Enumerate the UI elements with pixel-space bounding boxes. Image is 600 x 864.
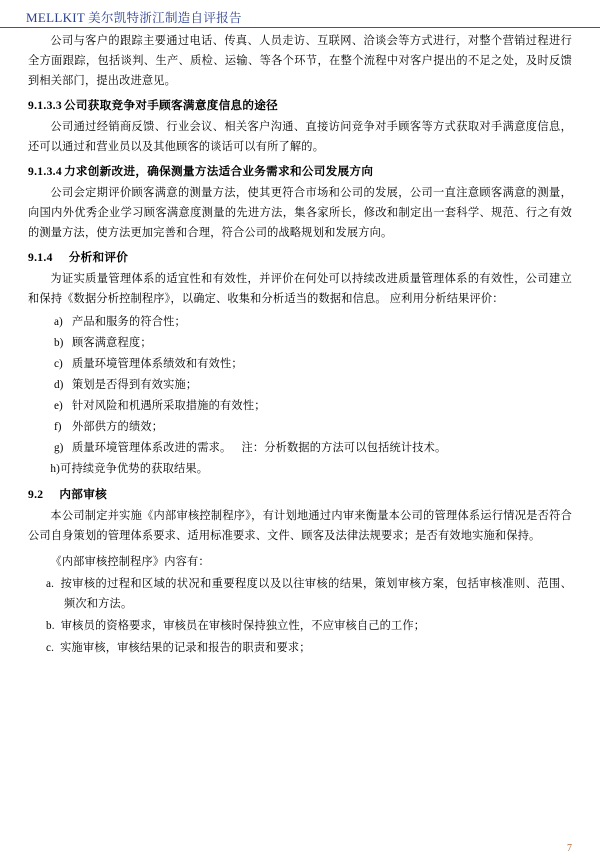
list-item-marker: f)	[54, 421, 62, 433]
paragraph-analysis-evaluation: 为证实质量管理体系的适宜性和有效性，并评价在何处可以持续改进质量管理体系的有效性，公司建立和保持《数据分析控制程序》，以确定、收集和分析适当的数据和信息。 应利用分析结果评价：	[28, 273, 572, 305]
paragraph-measurement-innovation: 公司会定期评价顾客满意的测量方法，使其更符合市场和公司的发展，公司一直注意顾客满意的测量，向国内外优秀企业学习顾客满意度测量的先进方法，集各家所长，修改和制定出一套科学、规范、行之有效的测量方法，使方法更加完善和合理，符合公司的战略规划和发展方向。	[28, 187, 572, 239]
list-item-label: 产品和服务的符合性；	[72, 316, 186, 328]
heading-9-1-4-text: 分析和评价	[68, 251, 129, 264]
heading-9-1-3-4-number: 9.1.3.4	[28, 165, 62, 178]
list-item-marker: c)	[54, 358, 63, 370]
heading-9-1-3-4	[28, 161, 572, 182]
heading-9-1-4-number: 9.1.4	[28, 251, 53, 264]
heading-9-2-text: 内部审核	[59, 488, 107, 501]
document-content	[0, 31, 600, 658]
page-number: 7	[567, 843, 572, 854]
sub-list-item-b-marker: b.	[46, 620, 55, 632]
list-item	[28, 417, 572, 438]
paragraph-internal-audit: 本公司制定并实施《内部审核控制程序》，有计划地通过内审来衡量本公司的管理体系运行情况是否符合公司自身策划的管理体系要求、适用标准要求、文件、顾客及法律法规要求；是否有效地实施和保持。	[28, 510, 572, 542]
list-item-label: 质量环境管理体系绩效和有效性；	[72, 358, 243, 370]
heading-9-1-3-4-text: 力求创新改进，确保测量方法适合业务需求和公司发展方向	[63, 165, 374, 178]
paragraph-customer-tracking: 公司与客户的跟踪主要通过电话、传真、人员走访、互联网、洽谈会等方式进行，对整个营销过程进行全方面跟踪，包括谈判、生产、质检、运输、等各个环节，在整个流程中对客户提出的不足之处，及时反馈到相关部门，提出改进意见。	[28, 35, 572, 87]
heading-9-2-number: 9.2	[28, 488, 44, 501]
list-item-text: 质量环境管理体系改进的需求。	[72, 442, 232, 454]
list-item	[28, 312, 572, 333]
sub-list-item-c-marker: c.	[46, 642, 55, 654]
sub-list-item-a-marker: a.	[46, 578, 55, 590]
list-item	[28, 354, 572, 375]
sub-list-item-b	[28, 616, 572, 636]
heading-9-2	[28, 484, 572, 505]
analysis-results-list	[28, 312, 572, 459]
list-item	[28, 333, 572, 354]
brand-chinese: 美尔凯特浙江制造自评报告	[88, 11, 242, 25]
heading-9-1-3-3	[28, 95, 572, 116]
paragraph-competitor-satisfaction: 公司通过经销商反馈、行业会议、相关客户沟通、直接访问竞争对手顾客等方式获取对手满意度信息，还可以通过和营业员以及其他顾客的谈话可以有所了解的。	[28, 121, 572, 153]
list-item-h: h)可持续竞争优势的获取结果。	[50, 463, 209, 475]
sub-list-item-a-text: 按审核的过程和区域的状况和重要程度以及以往审核的结果，策划审核方案，包括审核准则、范围、频次和方法。	[60, 578, 572, 610]
heading-9-1-3-3-number: 9.1.3.3	[28, 99, 62, 112]
list-item-marker: e)	[54, 400, 63, 412]
list-item-label: 策划是否得到有效实施；	[72, 379, 198, 391]
list-item-marker: b)	[54, 337, 64, 349]
brand-title	[26, 10, 242, 25]
list-item-label: 针对风险和机遇所采取措施的有效性；	[72, 400, 266, 412]
paragraph-audit-procedure-intro: 《内部审核控制程序》内容有：	[50, 556, 210, 568]
list-item-marker: g)	[54, 442, 64, 454]
page-header	[0, 0, 600, 28]
list-item-marker: a)	[54, 316, 63, 328]
list-item-label: 顾客满意程度；	[72, 337, 152, 349]
list-item-note: 注：分析数据的方法可以包括统计技术。	[241, 442, 447, 454]
heading-9-1-4	[28, 247, 572, 268]
sub-list-item-c	[28, 638, 572, 658]
list-item-label: 外部供方的绩效；	[72, 421, 164, 433]
heading-9-1-3-3-text: 公司获取竞争对手顾客满意度信息的途径	[63, 99, 279, 112]
list-item-label	[72, 438, 572, 459]
sub-list-item-b-text: 审核员的资格要求，审核员在审核时保持独立性，不应审核自己的工作；	[60, 620, 426, 632]
list-item	[28, 438, 572, 459]
brand-latin: MELLKIT	[26, 10, 86, 25]
sub-list-item-c-text: 实施审核，审核结果的记录和报告的职责和要求；	[60, 642, 311, 654]
list-item	[28, 375, 572, 396]
list-item-marker: d)	[54, 379, 64, 391]
sub-list-item-a	[28, 574, 572, 614]
list-item	[28, 396, 572, 417]
